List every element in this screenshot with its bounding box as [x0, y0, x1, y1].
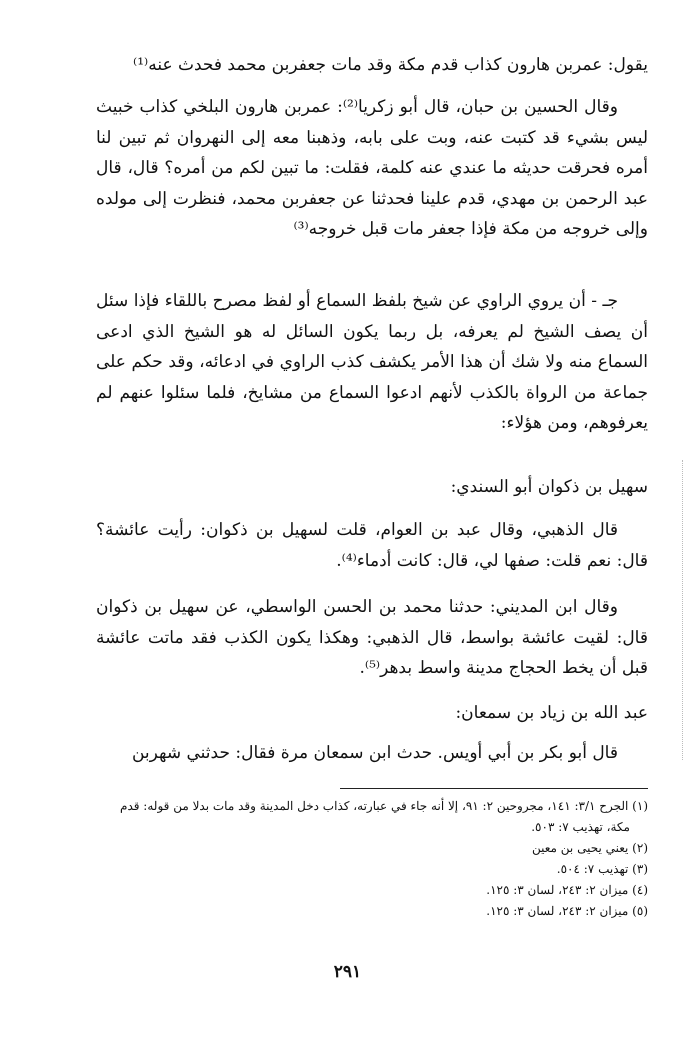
body-paragraph-2 — [96, 92, 648, 245]
paragraph-text: وقال ابن المديني: حدثنا محمد بن الحسن الواسطي، عن سهيل بن ذكوان قال: لقيت عائشة بواسط، قال الذهبي: وهكذا يكون الكذب فقد ماتت عائشة قبل أن يخط الحجاج مدينة واسط بدهر⁽⁵⁾. — [96, 597, 648, 678]
footnotes — [96, 796, 648, 922]
body-paragraph-1 — [96, 50, 648, 81]
footnote-1: (١) الجرح ٣/١: ١٤١، مجروحين ٢: ٩١، إلا أنه جاء في عبارته، كذاب دخل المدينة وقد مات بدلا من قوله: قدم — [120, 799, 648, 813]
footnote-2: (٢) يعني يحيى بن معين — [532, 841, 648, 855]
footnote-1-continued: مكة، تهذيب ٧: ٥٠٣. — [531, 820, 630, 834]
footnote-4: (٤) ميزان ٢: ٢٤٣، لسان ٣: ١٢٥. — [486, 883, 648, 897]
footnote-3: (٣) تهذيب ٧: ٥٠٤. — [556, 862, 648, 876]
heading-text: عبد الله بن زياد بن سمعان: — [455, 703, 648, 723]
paragraph-text: يقول: عمربن هارون كذاب قدم مكة وقد مات جعفربن محمد فحدث عنه⁽¹⁾ — [133, 55, 648, 75]
paragraph-text: وقال الحسين بن حبان، قال أبو زكريا⁽²⁾: عمربن هارون البلخي كذاب خبيث ليس بشيء قد كتبت عنه، وبت على بابه، وذهبنا معه إلى النهروان ثم تبين لنا أمره فحرقت حديثه ما عندي عنه كلمة، فقلت: ما تبين لكم من أمره؟ قال، قال عبد الرحمن بن مهدي، قدم علينا فحدثنا عن جعفربن محمد، فنظرت إلى مولده وإلى خروجه من مكة فإذا جعفر مات قبل خروجه⁽³⁾ — [96, 97, 648, 239]
section-heading-suhail — [96, 472, 648, 503]
body-paragraph-6 — [96, 592, 648, 684]
body-paragraph-5 — [96, 515, 648, 576]
section-heading-ibn-samaan — [96, 698, 648, 729]
body-paragraph-8 — [96, 738, 648, 769]
paragraph-text: جـ - أن يروي الراوي عن شيخ بلفظ السماع أو لفظ مصرح باللقاء فإذا سئل أن يصف الشيخ لم يعرفه، بل ربما يكون السائل له هو الشيخ الذي ادعى السماع منه ولا شك أن هذا الأمر يكشف كذب الراوي في ادعائه، وقد حكم على جماعة من الرواة بالكذب لأنهم ادعوا السماع من مشايخ، فلما سئلوا عنهم لم يعرفوهم، ومن هؤلاء: — [96, 291, 648, 433]
paragraph-text: قال الذهبي، وقال عبد بن العوام، قلت لسهيل بن ذكوان: رأيت عائشة؟ قال: نعم قلت: صفها لي، قال: كانت أدماء⁽⁴⁾. — [96, 520, 648, 571]
footnote-divider — [340, 788, 648, 789]
body-paragraph-3 — [96, 286, 648, 439]
scan-edge-marks — [679, 460, 683, 760]
footnote-5: (٥) ميزان ٢: ٢٤٣، لسان ٣: ١٢٥. — [486, 904, 648, 918]
page-number: ٢٩١ — [333, 962, 362, 982]
heading-text: سهيل بن ذكوان أبو السندي: — [450, 477, 648, 497]
paragraph-text: قال أبو بكر بن أبي أويس. حدث ابن سمعان مرة فقال: حدثني شهربن — [131, 743, 618, 763]
